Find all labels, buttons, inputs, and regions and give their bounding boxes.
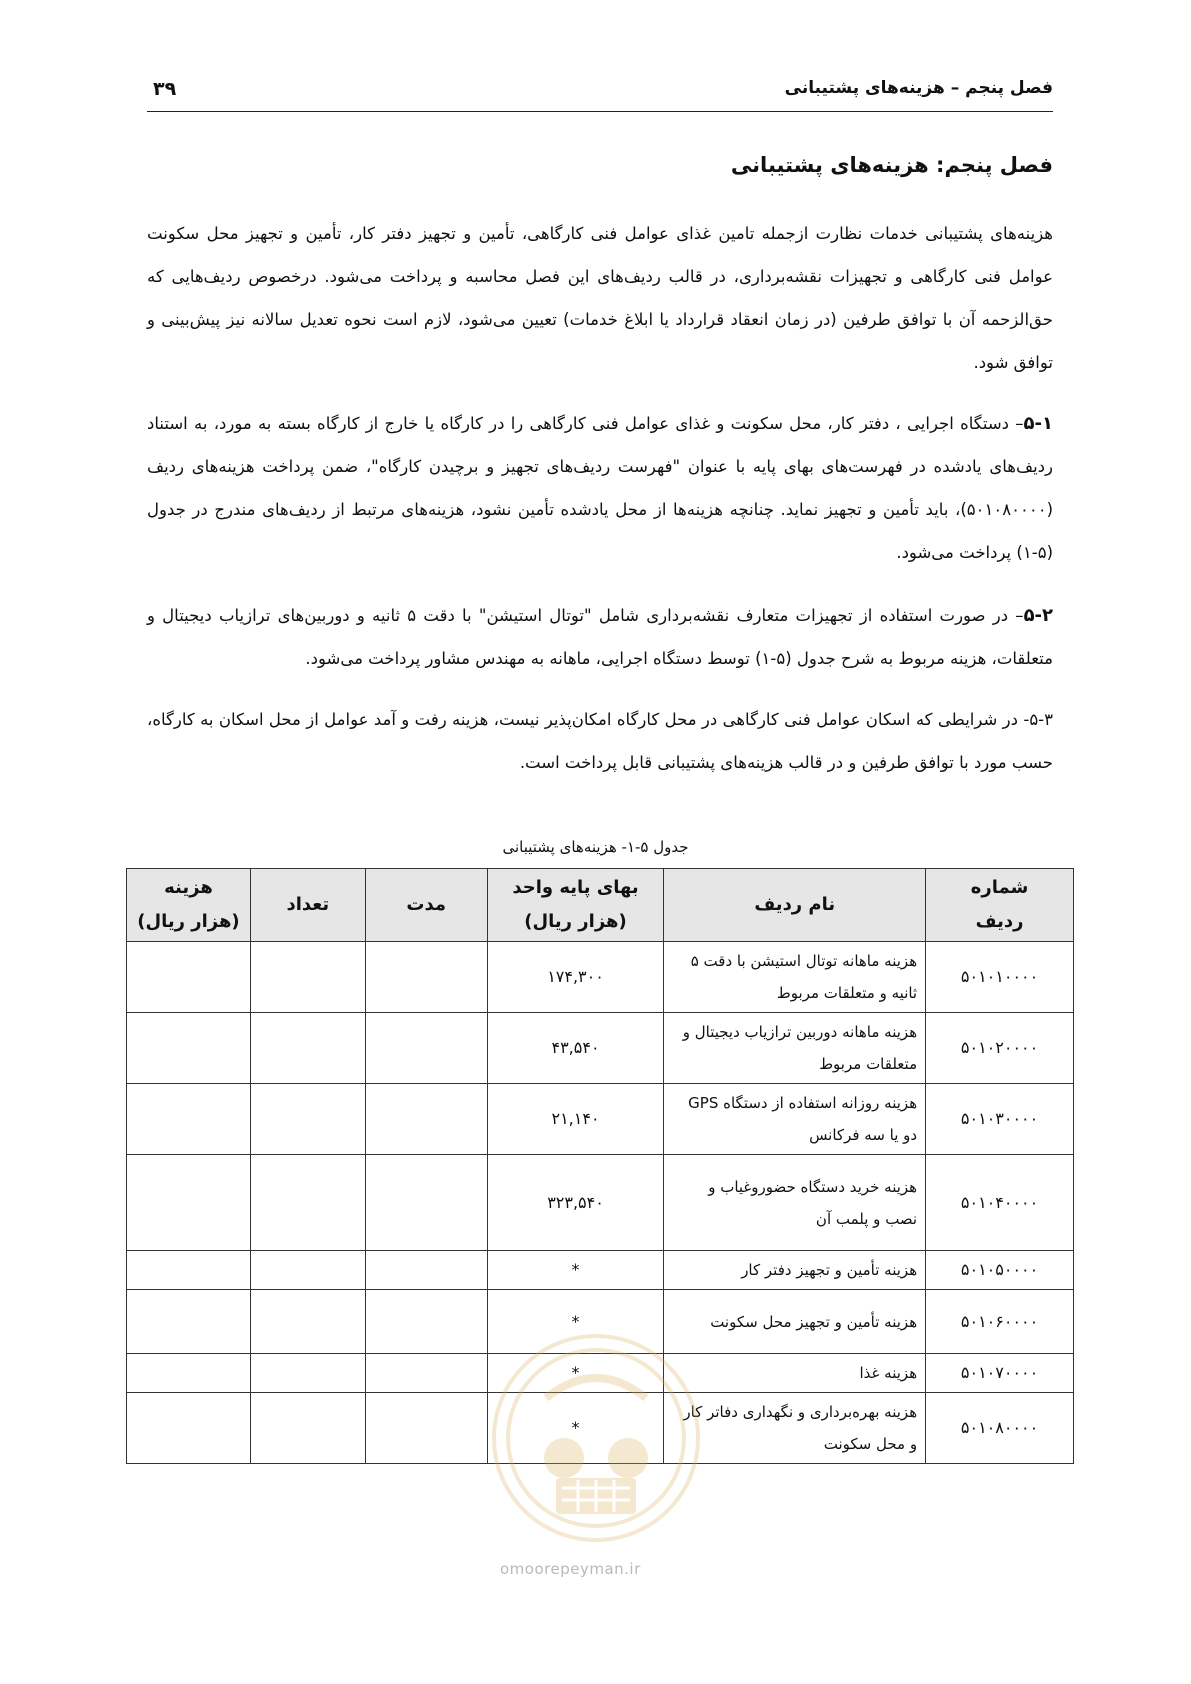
table-row: [127, 1251, 1074, 1290]
cell-name: هزینه خرید دستگاه حضوروغیاب و نصب و پلمب آن: [664, 1155, 926, 1251]
table-row: [127, 1013, 1074, 1084]
cell-cost: [127, 1013, 251, 1084]
cell-count: [250, 1393, 365, 1464]
cell-unit-price: ۳۲۳,۵۴۰: [487, 1155, 664, 1251]
cell-code: ۵۰۱۰۲۰۰۰۰: [926, 1013, 1074, 1084]
cell-duration: [365, 1354, 487, 1393]
cell-count: [250, 1251, 365, 1290]
cell-code: ۵۰۱۰۱۰۰۰۰: [926, 942, 1074, 1013]
intro-paragraph: هزینه‌های پشتیبانی خدمات نظارت ازجمله تامین غذای عوامل فنی کارگاهی، تأمین و تجهیز دفتر کار، تأمین و تجهیز محل سکونت عوامل فنی کارگاهی و تجهیزات نقشه‌برداری، در قالب ردیف‌های این فصل محاسبه و پرداخت می‌شود. درخصوص ردیف‌هایی که حق‌الزحمه آن با توافق طرفین (در زمان انعقاد قرارداد یا ابلاغ خدمات) تعیین می‌شود، لازم است نحوه تعدیل سالانه نیز پیش‌بینی و توافق شود.: [147, 224, 1053, 372]
header-cost: هزینه (هزار ریال): [127, 869, 251, 942]
cell-count: [250, 1354, 365, 1393]
cell-duration: [365, 942, 487, 1013]
cell-name: هزینه ماهانه توتال استیشن با دقت ۵ ثانیه و متعلقات مربوط: [664, 942, 926, 1013]
cell-duration: [365, 1084, 487, 1155]
cell-cost: [127, 1084, 251, 1155]
cell-count: [250, 1013, 365, 1084]
cell-unit-price: *: [487, 1251, 664, 1290]
cell-count: [250, 1290, 365, 1354]
cell-code: ۵۰۱۰۶۰۰۰۰: [926, 1290, 1074, 1354]
paragraph-text: – در صورت استفاده از تجهیزات متعارف نقشه‌برداری شامل "توتال استیشن" با دقت ۵ ثانیه و دوربین‌های ترازیاب دیجیتال و متعلقات، هزینه مربوط به شرح جدول (۵-۱) توسط دستگاه اجرایی، ماهانه به مهندس مشاور پرداخت می‌شود.: [147, 606, 1053, 668]
cell-unit-price: *: [487, 1290, 664, 1354]
header-name: نام ردیف: [664, 869, 926, 942]
cell-unit-price: ۴۳,۵۴۰: [487, 1013, 664, 1084]
cell-duration: [365, 1013, 487, 1084]
table-row: [127, 1354, 1074, 1393]
cell-count: [250, 1084, 365, 1155]
table-header-row: [127, 869, 1074, 942]
paragraph-5-3: ۵-۳- در شرایطی که اسکان عوامل فنی کارگاهی در محل کارگاه امکان‌پذیر نیست، هزینه رفت و آمد عوامل از محل اسکان به کارگاه، حسب مورد با توافق طرفین و در قالب هزینه‌های پشتیبانی قابل پرداخت است.: [147, 710, 1053, 772]
cell-name: هزینه غذا: [664, 1354, 926, 1393]
cell-cost: [127, 1393, 251, 1464]
paragraph-5-2: [147, 594, 1053, 680]
table-caption: جدول ۵-۱- هزینه‌های پشتیبانی: [502, 838, 689, 856]
cell-name: هزینه بهره‌برداری و نگهداری دفاتر کار و محل سکونت: [664, 1393, 926, 1464]
cell-code: ۵۰۱۰۴۰۰۰۰: [926, 1155, 1074, 1251]
cell-unit-price: *: [487, 1393, 664, 1464]
paragraph-number: ۵-۱: [1023, 413, 1053, 434]
cell-duration: [365, 1251, 487, 1290]
cell-name: هزینه ماهانه دوربین ترازیاب دیجیتال و متعلقات مربوط: [664, 1013, 926, 1084]
cell-cost: [127, 1290, 251, 1354]
page-header: [147, 76, 1053, 112]
cell-code: ۵۰۱۰۸۰۰۰۰: [926, 1393, 1074, 1464]
page-number: ۳۹: [153, 78, 177, 100]
table-row: [127, 1290, 1074, 1354]
table-row: [127, 942, 1074, 1013]
cell-name: هزینه روزانه استفاده از دستگاه GPS دو یا سه فرکانس: [664, 1084, 926, 1155]
header-count: تعداد: [250, 869, 365, 942]
cell-count: [250, 1155, 365, 1251]
cell-code: ۵۰۱۰۳۰۰۰۰: [926, 1084, 1074, 1155]
cell-duration: [365, 1155, 487, 1251]
chapter-title: فصل پنجم: هزینه‌های پشتیبانی: [730, 153, 1053, 177]
cell-duration: [365, 1290, 487, 1354]
paragraph-number: ۵-۲: [1023, 605, 1054, 626]
cell-unit-price: ۱۷۴,۳۰۰: [487, 942, 664, 1013]
support-costs-table: [126, 868, 1074, 1464]
cell-name: هزینه تأمین و تجهیز دفتر کار: [664, 1251, 926, 1290]
cell-cost: [127, 1155, 251, 1251]
cell-code: ۵۰۱۰۵۰۰۰۰: [926, 1251, 1074, 1290]
cell-cost: [127, 942, 251, 1013]
cell-name: هزینه تأمین و تجهیز محل سکونت: [664, 1290, 926, 1354]
cell-cost: [127, 1251, 251, 1290]
cell-unit-price: ۲۱,۱۴۰: [487, 1084, 664, 1155]
table-row: [127, 1393, 1074, 1464]
watermark-url: omoorepeyman.ir: [500, 1560, 641, 1578]
cell-cost: [127, 1354, 251, 1393]
cell-duration: [365, 1393, 487, 1464]
running-title: فصل پنجم – هزینه‌های پشتیبانی: [784, 78, 1053, 98]
table-row: [127, 1155, 1074, 1251]
cell-count: [250, 942, 365, 1013]
cell-code: ۵۰۱۰۷۰۰۰۰: [926, 1354, 1074, 1393]
header-code: شماره ردیف: [926, 869, 1074, 942]
table-row: [127, 1084, 1074, 1155]
cell-unit-price: *: [487, 1354, 664, 1393]
paragraph-text: – دستگاه اجرایی ، دفتر کار، محل سکونت و غذای عوامل فنی کارگاهی را در کارگاه یا خارج از کارگاه بسته به مورد، به استناد ردیف‌های یادشده در فهرست‌های بهای پایه با عنوان "فهرست ردیف‌های تجهیز و برچیدن کارگاه"، ضمن پرداخت هزینه‌های ردیف (۵۰۱۰۸۰۰۰۰)، باید تأمین و تجهیز نماید. چنانچه هزینه‌ها از محل یادشده تأمین نشود، هزینه‌های مرتبط از ردیف‌های مندرج در جدول (۵-۱) پرداخت می‌شود.: [147, 414, 1053, 562]
header-unit-price: بهای پایه واحد (هزار ریال): [487, 869, 664, 942]
paragraph-5-1: [147, 402, 1053, 574]
header-duration: مدت: [365, 869, 487, 942]
